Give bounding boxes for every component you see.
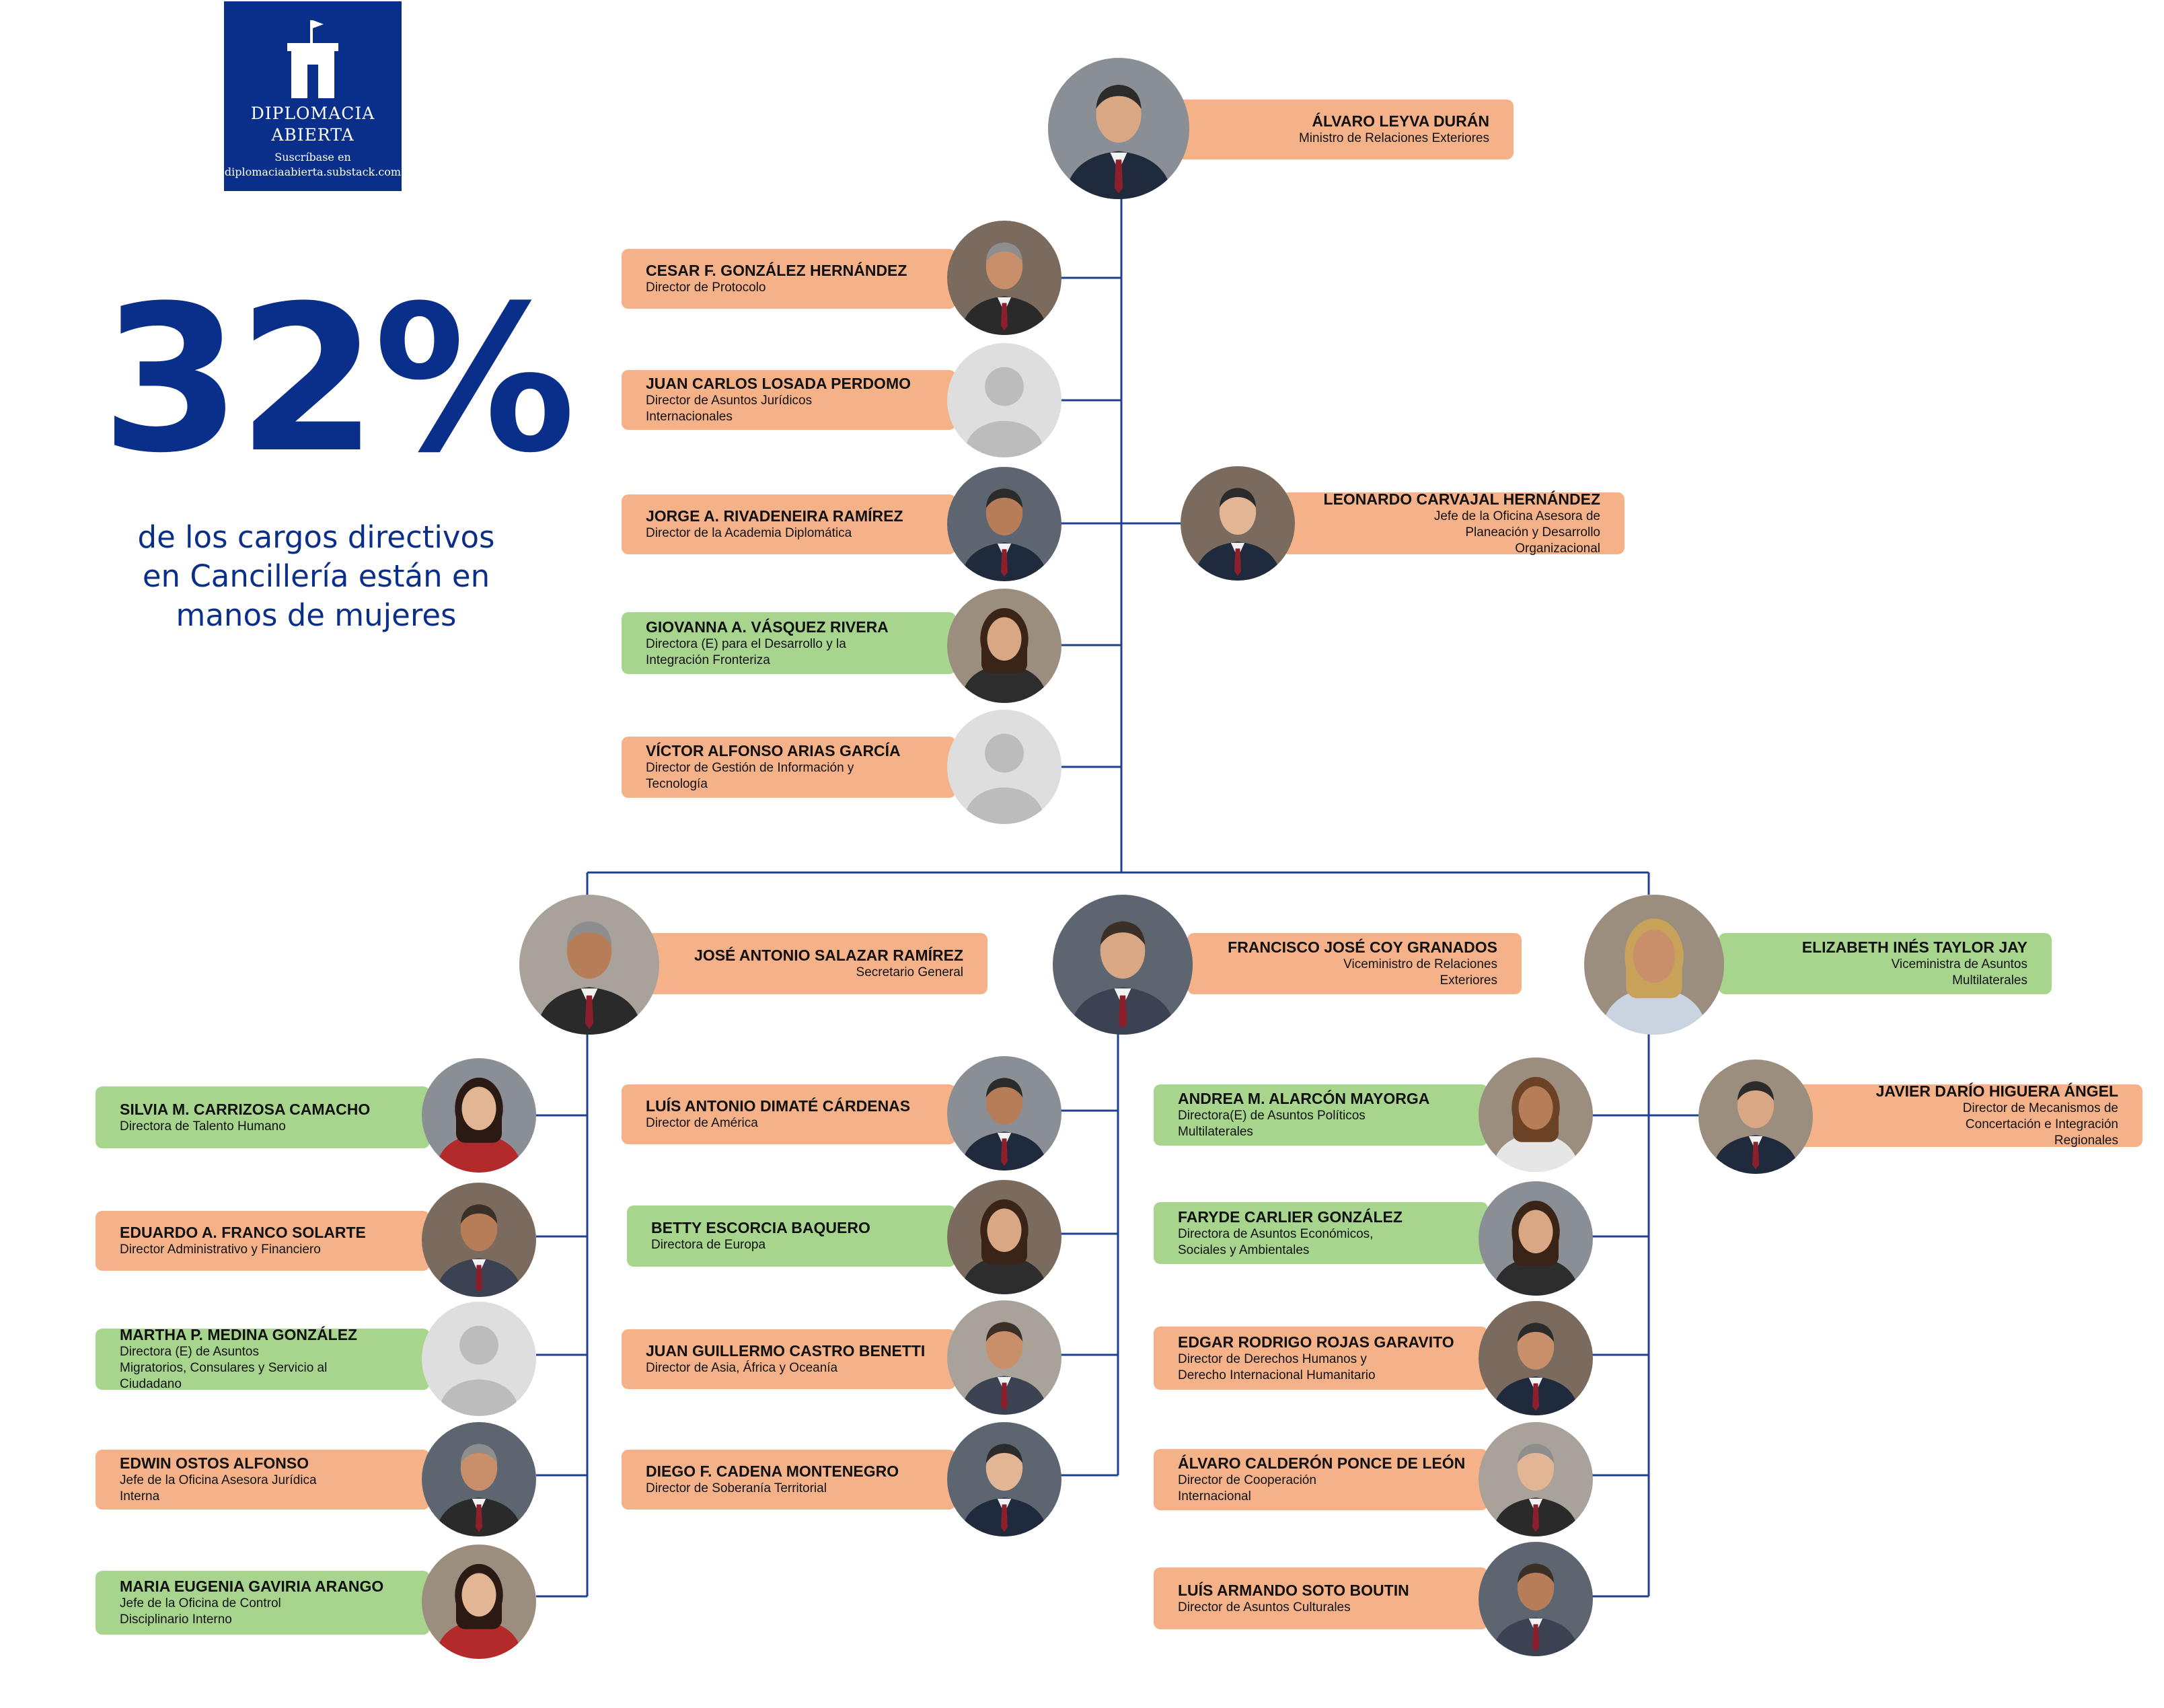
node-role: Directora (E) de Asuntos Migratorios, Consulares y Servicio al Ciudadano [120, 1345, 328, 1391]
org-node-talento [96, 1086, 430, 1148]
node-name: ELIZABETH INÉS TAYLOR JAY [1801, 938, 2027, 956]
node-role: Director de Protocolo [646, 281, 766, 295]
node-name: ÁLVARO LEYVA DURÁN [1312, 112, 1489, 130]
org-node-administrativo [96, 1211, 430, 1271]
avatar-photo [422, 1058, 536, 1173]
avatar-photo [1053, 895, 1193, 1035]
node-role: Director de Mecanismos de Concertación e Integración Regionales [1962, 1101, 2118, 1148]
org-node-fronteriza [622, 612, 956, 674]
stat-percentage: 32% [101, 262, 572, 497]
org-node-juridica-interna [96, 1450, 430, 1510]
org-node-culturales [1154, 1567, 1488, 1629]
node-role: Director de Asuntos Culturales [1178, 1600, 1351, 1614]
node-role: Secretario General [856, 965, 963, 979]
avatar-photo [947, 1180, 1061, 1294]
node-name: ÁLVARO CALDERÓN PONCE DE LEÓN [1178, 1454, 1466, 1472]
node-role: Directora(E) de Asuntos Políticos Multilaterales [1178, 1109, 1366, 1139]
building-icon [287, 19, 338, 98]
org-node-viceministro [1187, 933, 1522, 994]
avatar-photo [947, 1056, 1061, 1171]
avatar-photo [1479, 1057, 1593, 1172]
avatar-photo [947, 1422, 1061, 1536]
avatar-photo [1181, 466, 1295, 581]
org-node-asia [622, 1329, 956, 1389]
node-role: Directora (E) para el Desarrollo y la Integración Fronteriza [646, 636, 846, 667]
org-node-secretario [646, 933, 987, 994]
node-role: Directora de Talento Humano [120, 1119, 286, 1134]
node-name: JOSÉ ANTONIO SALAZAR RAMÍREZ [694, 946, 963, 964]
node-name: JAVIER DARÍO HIGUERA ÁNGEL [1875, 1082, 2118, 1100]
logo-line-3: Suscríbase en [274, 151, 351, 163]
org-node-concertacion [1793, 1084, 2142, 1147]
node-name: ANDREA M. ALARCÓN MAYORGA [1178, 1090, 1430, 1107]
org-node-politicos [1154, 1084, 1488, 1146]
avatar-photo [947, 1300, 1061, 1415]
node-role: Director de Soberanía Territorial [646, 1481, 827, 1495]
logo-line-1: DIPLOMACIA [250, 104, 375, 123]
node-name: JORGE A. RIVADENEIRA RAMÍREZ [646, 507, 903, 525]
avatar-photo [1479, 1542, 1593, 1656]
org-node-protocolo [622, 249, 956, 309]
node-name: FRANCISCO JOSÉ COY GRANADOS [1228, 938, 1497, 956]
node-name: BETTY ESCORCIA BAQUERO [651, 1219, 870, 1236]
org-node-minister [1176, 100, 1514, 159]
node-name: DIEGO F. CADENA MONTENEGRO [646, 1462, 899, 1480]
node-role: Jefe de la Oficina Asesora de Planeación y Desarrollo Organizacional [1433, 509, 1600, 556]
node-role: Director Administrativo y Financiero [120, 1242, 321, 1257]
node-role: Jefe de la Oficina Asesora Jurídica Interna [120, 1473, 317, 1503]
node-name: VÍCTOR ALFONSO ARIAS GARCÍA [646, 742, 901, 759]
stat-caption [101, 518, 531, 635]
org-node-derechos [1154, 1327, 1488, 1390]
avatar-photo [1479, 1422, 1593, 1536]
stat-caption-line: manos de mujeres [176, 597, 457, 633]
org-node-academia [622, 494, 956, 554]
node-role: Director de Cooperación Internacional [1178, 1473, 1316, 1503]
avatar-photo [1699, 1060, 1813, 1174]
avatar-photo [1479, 1301, 1593, 1415]
avatar-photo [947, 467, 1061, 581]
logo-line-2: ABIERTA [271, 125, 355, 145]
node-role: Viceministra de Asuntos Multilaterales [1891, 957, 2027, 988]
avatar-photo [1048, 58, 1189, 199]
node-name: EDGAR RODRIGO ROJAS GARAVITO [1178, 1333, 1454, 1351]
org-node-disciplinario [96, 1571, 430, 1635]
node-name: CESAR F. GONZÁLEZ HERNÁNDEZ [646, 262, 907, 279]
node-role: Directora de Asuntos Económicos, Sociales y Ambientales [1178, 1226, 1374, 1257]
node-role: Viceministro de Relaciones Exteriores [1343, 957, 1497, 988]
node-name: MARIA EUGENIA GAVIRIA ARANGO [120, 1577, 384, 1595]
avatar-placeholder-icon [947, 710, 1061, 824]
avatar-photo [422, 1422, 536, 1536]
org-node-economicos [1154, 1202, 1488, 1264]
node-name: LUÍS ANTONIO DIMATÉ CÁRDENAS [646, 1097, 911, 1115]
node-role: Director de Gestión de Información y Tecnología [646, 761, 854, 791]
org-node-cooperacion [1154, 1449, 1488, 1510]
node-name: JUAN GUILLERMO CASTRO BENETTI [646, 1342, 926, 1360]
avatar-photo [947, 589, 1061, 703]
avatar-photo [1584, 895, 1724, 1035]
avatar-photo [947, 221, 1061, 335]
org-node-europa [627, 1205, 956, 1267]
avatar-placeholder-icon [947, 343, 1061, 457]
node-name: FARYDE CARLIER GONZÁLEZ [1178, 1208, 1403, 1226]
node-name: LEONARDO CARVAJAL HERNÁNDEZ [1323, 490, 1600, 508]
women-share-stat [101, 262, 572, 635]
org-node-planeacion [1281, 492, 1625, 554]
avatar-placeholder-icon [422, 1302, 536, 1416]
node-role: Ministro de Relaciones Exteriores [1298, 131, 1489, 145]
node-name: GIOVANNA A. VÁSQUEZ RIVERA [646, 618, 889, 636]
node-name: EDUARDO A. FRANCO SOLARTE [120, 1224, 366, 1241]
org-node-migratorios [96, 1326, 430, 1391]
logo-url[interactable]: diplomaciaabierta.substack.com [224, 165, 402, 178]
org-node-tecnologia [622, 737, 956, 798]
node-role: Director de América [646, 1116, 758, 1130]
node-role: Director de Derechos Humanos y Derecho Internacional Humanitario [1178, 1351, 1376, 1382]
node-name: MARTHA P. MEDINA GONZÁLEZ [120, 1326, 358, 1343]
stat-caption-line: de los cargos directivos [137, 519, 495, 555]
node-role: Director de la Academia Diplomática [646, 526, 852, 540]
avatar-photo [1479, 1181, 1593, 1296]
node-role: Directora de Europa [651, 1238, 766, 1252]
stat-caption-line: en Cancillería están en [142, 558, 490, 594]
org-node-america [622, 1084, 956, 1144]
avatar-photo [422, 1183, 536, 1297]
node-name: EDWIN OSTOS ALFONSO [120, 1454, 309, 1472]
diplomacia-abierta-logo[interactable] [224, 1, 402, 191]
node-role: Director de Asia, África y Oceanía [646, 1361, 838, 1375]
avatar-photo [519, 895, 659, 1035]
node-name: JUAN CARLOS LOSADA PERDOMO [646, 375, 911, 392]
node-name: LUÍS ARMANDO SOTO BOUTIN [1178, 1581, 1409, 1599]
node-role: Jefe de la Oficina de Control Disciplinario Interno [120, 1596, 281, 1627]
org-node-soberania [622, 1450, 956, 1510]
node-name: SILVIA M. CARRIZOSA CAMACHO [120, 1100, 371, 1118]
org-node-viceministra [1719, 933, 2052, 994]
org-node-juridicos [622, 370, 956, 430]
node-role: Director de Asuntos Jurídicos Internacionales [646, 394, 813, 424]
avatar-photo [422, 1545, 536, 1659]
